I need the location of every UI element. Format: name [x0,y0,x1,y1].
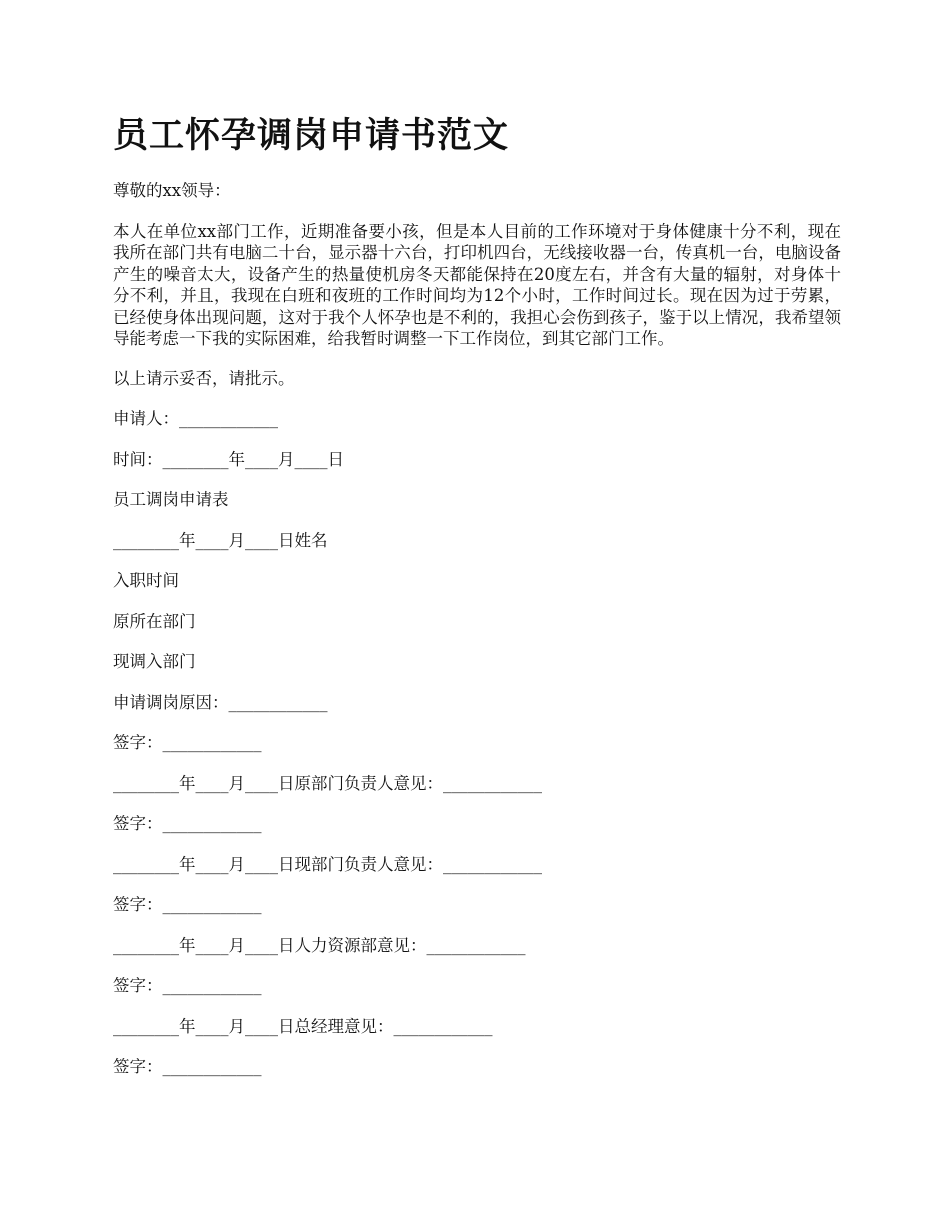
general-manager-opinion-line: ________年____月____日总经理意见：____________ [113,1016,493,1036]
original-department-line: 原所在部门 [113,611,196,631]
new-dept-head-opinion-line: ________年____月____日现部门负责人意见：____________ [113,854,542,874]
closing-line: 以上请示妥否，请批示。 [113,368,295,388]
body-paragraph: 本人在单位xx部门工作，近期准备要小孩，但是本人目前的工作环境对于身体健康十分不利，现在我所在部门共有电脑二十台，显示器十六台，打印机四台，无线接收器一台，传真机一台，电脑设备产生的噪音太大，设备产生的热量使机房冬天都能保持在20度左右，并含有大量的辐射，对身体十分不利，并且，我现在白班和夜班的工作时间均为12个小时，工作时间过长。现在因为过于劳累，已经使身体出现问题，这对于我个人怀孕也是不利的，我担心会伤到孩子，鉴于以上情况，我希望领导能考虑一下我的实际困难，给我暂时调整一下工作岗位，到其它部门工作。 [113,221,841,348]
new-department-line: 现调入部门 [113,652,196,671]
signature-line: 签字：____________ [113,733,262,752]
entry-time-line: 入职时间 [113,571,179,590]
document-title: 员工怀孕调岗申请书范文 [113,115,510,156]
signature-line: 签字：____________ [113,1057,262,1076]
signature-line: 签字：____________ [113,976,262,995]
hr-opinion-line: ________年____月____日人力资源部意见：____________ [113,935,526,955]
salutation: 尊敬的xx领导： [113,181,231,200]
form-date-name-line: ________年____月____日姓名 [113,530,328,550]
date-line: 时间：________年____月____日 [113,449,344,469]
original-dept-head-opinion-line: ________年____月____日原部门负责人意见：____________ [113,773,542,793]
transfer-reason-line: 申请调岗原因：____________ [113,692,328,712]
document-page [113,112,841,1097]
form-title: 员工调岗申请表 [113,490,229,509]
signature-line: 签字：____________ [113,895,262,914]
signature-line: 签字：____________ [113,814,262,833]
applicant-line: 申请人：____________ [113,409,278,428]
